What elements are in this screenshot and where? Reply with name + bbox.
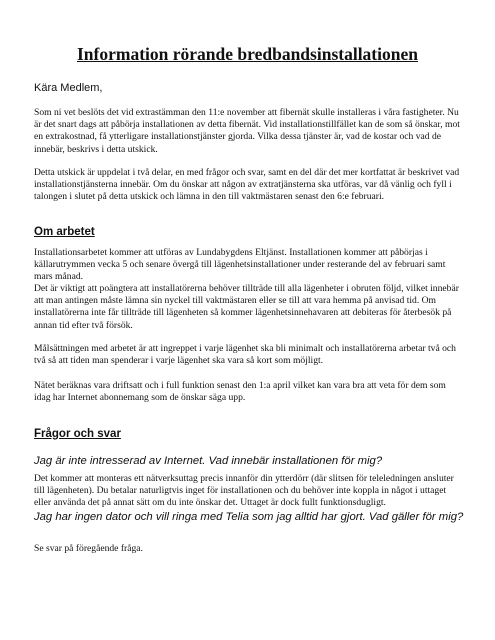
document-title: Information rörande bredbandsinstallationen (77, 44, 418, 64)
about-paragraph-3: Målsättningen med arbetet är att ingreppet i varje lägenhet ska bli minimalt och installatörerna arbetar två och två så att tiden man spenderar i varje lägenhet ska vara så kort som möjligt. (34, 343, 456, 367)
faq-answer-1: Det kommer att monteras ett nätverksuttag precis innanför din ytterdörr (där slitsen för teleledningen ansluter till lägenheten). Du betalar naturligtvis inget för installationen och du behöver inte koppla in något i uttaget eller använda det på annat sätt om du inte önskar det. Uttaget är dock fullt funktionsdugligt. (34, 473, 454, 509)
greeting: Kära Medlem, (34, 82, 103, 94)
about-paragraph-2: Det är viktigt att poängtera att installatörerna behöver tillträde till alla lägenheter i obruten följd, vilket innebär att man antingen måste lämna sin nyckel till vaktmästaren eller se till att vara hemma på anvisad tid. Om installatörerna inte får tillträde till lägenheten så kommer lägenhetsinnehavaren att debiteras för återbesök på annan tid efter två försök. (34, 283, 459, 331)
faq-question-2: Jag har ingen dator och vill ringa med Telia som jag alltid har gjort. Vad gäller för mig? (34, 511, 464, 523)
section-heading-faq: Frågor och svar (34, 428, 121, 440)
faq-answer-2: Se svar på föregående fråga. (34, 543, 143, 554)
about-paragraph-1: Installationsarbetet kommer att utföras av Lundabygdens Eltjänst. Installationen kommer att påbörjas i källarutrymmen vecka 5 och senare övergå till lägenhetsinstallationer under resterande del av februari samt mars månad. (34, 247, 446, 283)
about-paragraph-4: Nätet beräknas vara driftsatt och i full funktion senast den 1:a april vilket kan vara bra att veta för dem som idag har Internet abonnemang som de önskar säga upp. (34, 380, 446, 404)
section-heading-about: Om arbetet (34, 226, 95, 238)
faq-question-1: Jag är inte intresserad av Internet. Vad innebär installationen för mig? (34, 455, 383, 467)
intro-paragraph-2: Detta utskick är uppdelat i två delar, en med frågor och svar, samt en del där det mer kortfattat är beskrivet vad installationstjänsterna innebär. Om du önskar att någon av extratjänsterna ska utföras, var då vänlig och fyll i talongen i slutet på detta utskick och lämna in den till vaktmästaren senast den 6:e februari. (34, 167, 460, 203)
intro-paragraph-1: Som ni vet beslöts det vid extrastämman den 11:e november att fibernät skulle installeras i våra fastigheter. Nu är det snart dags att påbörja installationen av detta fibernät. Vid installationstillfället kan de som så önskar, mot en extrakostnad, få ytterligare installationstjänster gjorda. Vilka dessa tjänster är, vad de kostar och vad de innebär, beskrivs i detta utskick. (34, 107, 460, 155)
